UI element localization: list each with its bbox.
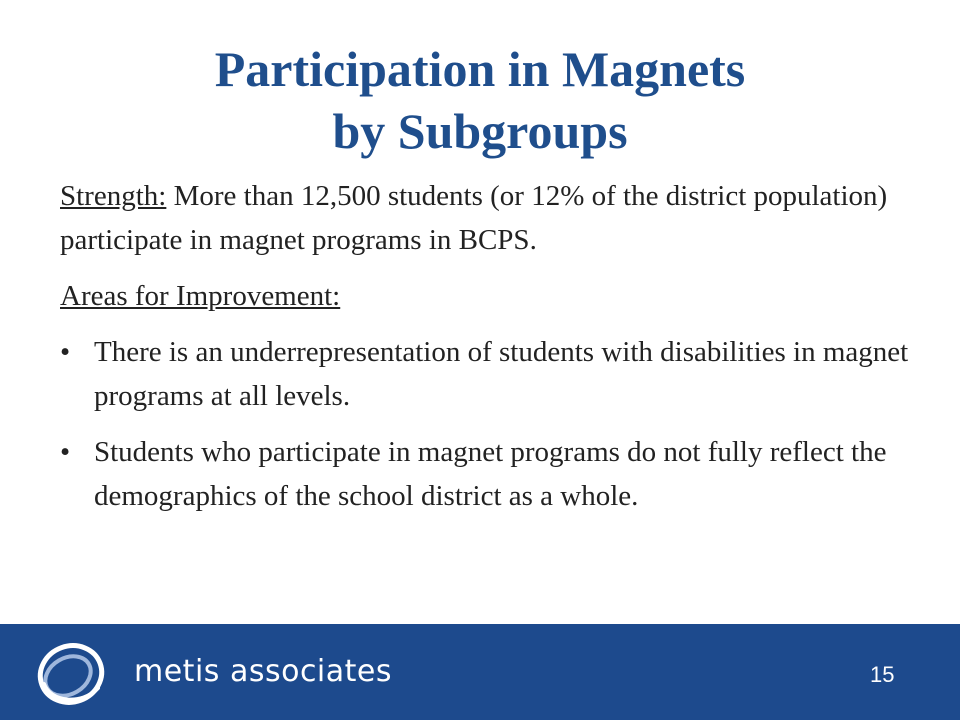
strength-text: More than 12,500 students (or 12% of the district population) participate in magnet programs in BCPS. — [60, 180, 888, 256]
page-number: 15 — [870, 662, 895, 687]
list-item — [60, 330, 910, 418]
metis-swirl-logo-icon — [30, 632, 112, 712]
improvement-list — [60, 330, 910, 518]
bullet-icon: • — [60, 336, 71, 368]
slide-title — [0, 38, 960, 162]
list-item — [60, 430, 910, 518]
areas-label: Areas for Improvement: — [60, 280, 341, 312]
slide-body — [60, 174, 910, 530]
bullet-icon: • — [60, 436, 71, 468]
strength-paragraph — [60, 174, 910, 262]
bullet-text: Students who participate in magnet programs do not fully reflect the demographics of the school district as a whole. — [94, 436, 887, 512]
title-line-1: Participation in Magnets — [214, 41, 746, 97]
title-line-2: by Subgroups — [332, 103, 628, 159]
bullet-text: There is an underrepresentation of students with disabilities in magnet programs at all levels. — [94, 336, 909, 412]
strength-label: Strength: — [60, 180, 167, 212]
brand-name: metis associates — [134, 654, 393, 689]
footer-bar — [0, 624, 960, 720]
areas-heading — [60, 274, 910, 318]
